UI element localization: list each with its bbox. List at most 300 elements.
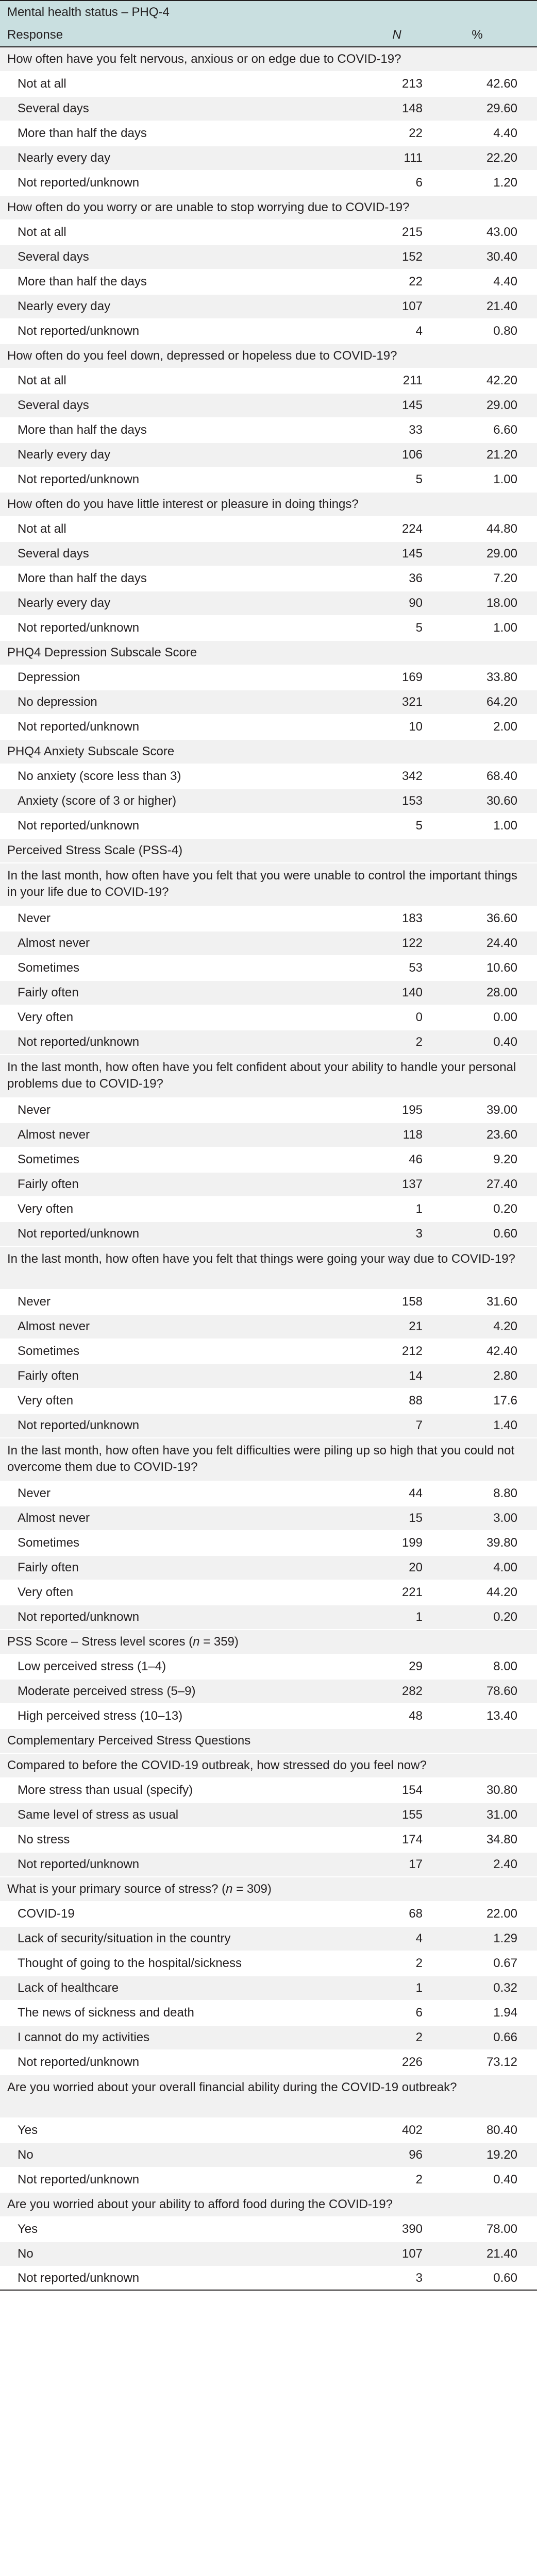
question-text: PHQ4 Anxiety Subscale Score — [7, 744, 175, 758]
response-label: Not reported/unknown — [18, 1610, 140, 1624]
table-row — [0, 1315, 537, 1338]
count-cell: 3 — [415, 2271, 423, 2285]
count-cell: 2 — [415, 2173, 423, 2187]
table-row — [0, 2217, 537, 2241]
count-cell: 199 — [401, 1536, 423, 1550]
count-cell: 155 — [401, 1808, 423, 1822]
table-row — [0, 295, 537, 318]
response-label: Low perceived stress (1–4) — [18, 1659, 166, 1673]
question-text: How often do you worry or are unable to stop worrying due to COVID-19? — [7, 200, 410, 214]
question-text: Are you worried about your ability to afford food during the COVID-19? — [7, 2197, 393, 2211]
count-cell: 22 — [409, 126, 423, 140]
count-cell: 15 — [409, 1511, 423, 1525]
percent-cell: 39.00 — [486, 1103, 517, 1117]
response-label: Almost never — [18, 1319, 90, 1333]
question-row — [0, 2075, 537, 2117]
response-label: Almost never — [18, 936, 90, 950]
table-row — [0, 1803, 537, 1827]
response-label: Not reported/unknown — [18, 1227, 140, 1241]
count-cell: 282 — [401, 1684, 423, 1698]
table-row — [0, 2026, 537, 2049]
response-label: Nearly every day — [18, 151, 111, 165]
percent-cell: 1.94 — [493, 2006, 517, 2020]
percent-cell: 3.00 — [493, 1511, 517, 1525]
percent-cell: 42.60 — [486, 77, 517, 91]
question-row — [0, 196, 537, 219]
count-cell: 29 — [409, 1659, 423, 1673]
percent-cell: 1.00 — [493, 621, 517, 635]
count-cell: 226 — [401, 2055, 423, 2069]
percent-cell: 21.20 — [486, 448, 517, 462]
percent-cell: 34.80 — [486, 1833, 517, 1846]
table-row — [0, 1680, 537, 1703]
count-cell: 212 — [401, 1344, 423, 1358]
count-cell: 195 — [401, 1103, 423, 1117]
percent-cell: 0.20 — [493, 1202, 517, 1216]
table-row — [0, 443, 537, 467]
count-cell: 2 — [415, 1035, 423, 1049]
table-row — [0, 690, 537, 714]
table-row — [0, 319, 537, 343]
percent-cell: 17.6 — [493, 1394, 517, 1408]
table-row — [0, 171, 537, 195]
percent-cell: 21.40 — [486, 299, 517, 313]
response-label: Not reported/unknown — [18, 1035, 140, 1049]
percent-cell: 0.60 — [493, 1227, 517, 1241]
response-label: Fairly often — [18, 1561, 79, 1574]
count-cell: 1 — [415, 1610, 423, 1624]
response-label: Anxiety (score of 3 or higher) — [18, 794, 177, 808]
count-cell: 215 — [401, 225, 423, 239]
table-row — [0, 715, 537, 739]
question-text: What is your primary source of stress? (n = 309) — [7, 1882, 272, 1896]
count-cell: 211 — [402, 374, 423, 387]
table-row — [0, 517, 537, 541]
table-row — [0, 468, 537, 492]
response-label: Never — [18, 1486, 51, 1500]
question-text: Complementary Perceived Stress Questions — [7, 1734, 251, 1748]
percent-cell: 24.40 — [486, 936, 517, 950]
percent-cell: 29.60 — [486, 101, 517, 115]
table-row — [0, 765, 537, 788]
table-row — [0, 1704, 537, 1728]
table-row — [0, 1148, 537, 1172]
count-cell: 221 — [401, 1585, 423, 1599]
question-text: Perceived Stress Scale (PSS-4) — [7, 843, 183, 857]
count-cell: 48 — [409, 1709, 423, 1723]
question-row — [0, 1877, 537, 1901]
response-label: The news of sickness and death — [18, 2006, 194, 2020]
count-cell: 2 — [415, 1956, 423, 1970]
response-label: Not reported/unknown — [18, 472, 140, 486]
question-text: Compared to before the COVID-19 outbreak, how stressed do you feel now? — [7, 1758, 427, 1772]
count-cell: 5 — [415, 472, 423, 486]
table-row — [0, 418, 537, 442]
response-label: No — [18, 2247, 33, 2261]
count-cell: 107 — [401, 299, 423, 313]
response-label: Sometimes — [18, 961, 80, 975]
percent-cell: 44.20 — [486, 1585, 517, 1599]
count-cell: 6 — [415, 176, 423, 190]
percent-cell: 4.40 — [493, 275, 517, 289]
response-label: No depression — [18, 695, 97, 709]
table-row — [0, 146, 537, 170]
percent-cell: 33.80 — [486, 670, 517, 684]
count-cell: 6 — [415, 2006, 423, 2020]
response-label: More than half the days — [18, 126, 147, 140]
count-cell: 14 — [409, 1369, 423, 1383]
table-row — [0, 1506, 537, 1530]
response-label: Never — [18, 1103, 51, 1117]
percent-cell: 0.32 — [493, 1981, 517, 1995]
response-label: Several days — [18, 101, 89, 115]
table-row — [0, 1655, 537, 1679]
response-label: Not reported/unknown — [18, 1857, 140, 1871]
count-cell: 46 — [409, 1153, 423, 1166]
question-text: PHQ4 Depression Subscale Score — [7, 646, 197, 659]
table-row — [0, 616, 537, 640]
response-label: Not reported/unknown — [18, 819, 140, 833]
count-cell: 17 — [409, 1857, 423, 1871]
table-row — [0, 907, 537, 930]
question-text: How often do you feel down, depressed or hopeless due to COVID-19? — [7, 349, 397, 363]
question-row — [0, 1630, 537, 1654]
response-label: Fairly often — [18, 986, 79, 999]
table-row — [0, 814, 537, 838]
response-label: More than half the days — [18, 571, 147, 585]
table-row — [0, 1364, 537, 1388]
percent-cell: 29.00 — [486, 398, 517, 412]
response-label: Sometimes — [18, 1153, 80, 1166]
table-row — [0, 1340, 537, 1363]
response-label: Not at all — [18, 374, 66, 387]
table-row — [0, 789, 537, 813]
table-row — [0, 97, 537, 121]
table-row — [0, 2001, 537, 2025]
question-text: How often have you felt nervous, anxious or on edge due to COVID-19? — [7, 52, 401, 66]
percent-cell: 27.40 — [486, 1177, 517, 1191]
response-label: High perceived stress (10–13) — [18, 1709, 183, 1723]
table-row — [0, 931, 537, 955]
response-label: More than half the days — [18, 423, 147, 437]
percent-cell: 18.00 — [486, 596, 517, 610]
response-label: No — [18, 2148, 33, 2162]
table-row — [0, 2143, 537, 2167]
count-cell: 174 — [401, 1833, 423, 1846]
percent-cell: 73.12 — [486, 2055, 517, 2069]
question-text: In the last month, how often have you felt that things were going your way due to COVID-19? — [7, 1252, 515, 1266]
response-label: Not at all — [18, 522, 66, 536]
count-cell: 10 — [409, 720, 423, 734]
table-row — [0, 591, 537, 615]
percent-cell: 29.00 — [486, 547, 517, 561]
count-cell: 152 — [401, 250, 423, 264]
count-cell: 140 — [401, 986, 423, 999]
percent-cell: 6.60 — [493, 423, 517, 437]
response-label: Very often — [18, 1394, 74, 1408]
percent-cell: 31.60 — [486, 1295, 517, 1309]
response-label: Never — [18, 911, 51, 925]
table-row — [0, 1197, 537, 1221]
percent-cell: 4.40 — [493, 126, 517, 140]
column-header-response: Response — [7, 28, 63, 42]
response-label: More than half the days — [18, 275, 147, 289]
question-text: In the last month, how often have you felt that you were unable to control the important things in your life due to COVID-19? — [7, 869, 517, 899]
count-cell: 321 — [401, 695, 423, 709]
response-label: Nearly every day — [18, 299, 111, 313]
question-row — [0, 1438, 537, 1481]
response-label: Never — [18, 1295, 51, 1309]
response-label: Sometimes — [18, 1344, 80, 1358]
response-label: Not reported/unknown — [18, 324, 140, 338]
percent-cell: 23.60 — [486, 1128, 517, 1142]
question-text: In the last month, how often have you felt difficulties were piling up so high that you could not overcome them due to COVID-19? — [7, 1444, 515, 1474]
question-text: Are you worried about your overall financial ability during the COVID-19 outbreak? — [7, 2080, 457, 2094]
table-row — [0, 2119, 537, 2142]
percent-cell: 42.40 — [486, 1344, 517, 1358]
response-label: Lack of security/situation in the country — [18, 1931, 231, 1945]
table-row — [0, 369, 537, 393]
percent-cell: 21.40 — [486, 2247, 517, 2261]
table-row — [0, 1902, 537, 1926]
response-label: I cannot do my activities — [18, 2030, 150, 2044]
response-label: Very often — [18, 1010, 74, 1024]
percent-cell: 30.60 — [486, 794, 517, 808]
question-text: PSS Score – Stress level scores (n = 359) — [7, 1635, 239, 1649]
table-row — [0, 1581, 537, 1604]
count-cell: 145 — [401, 398, 423, 412]
count-cell: 1 — [415, 1202, 423, 1216]
question-row — [0, 740, 537, 764]
percent-cell: 1.20 — [493, 176, 517, 190]
count-cell: 169 — [401, 670, 423, 684]
percent-cell: 0.40 — [493, 2173, 517, 2187]
percent-cell: 13.40 — [486, 1709, 517, 1723]
response-label: Not at all — [18, 225, 66, 239]
count-cell: 44 — [409, 1486, 423, 1500]
table-row — [0, 1389, 537, 1413]
count-cell: 2 — [415, 2030, 423, 2044]
percent-cell: 64.20 — [486, 695, 517, 709]
question-row — [0, 1055, 537, 1097]
question-row — [0, 344, 537, 368]
table-row — [0, 245, 537, 269]
count-cell: 4 — [415, 324, 423, 338]
table-row — [0, 1952, 537, 1975]
table-row — [0, 122, 537, 145]
question-row — [0, 1729, 537, 1753]
table-row — [0, 1414, 537, 1437]
percent-cell: 0.20 — [493, 1610, 517, 1624]
percent-cell: 10.60 — [486, 961, 517, 975]
question-row — [0, 47, 537, 71]
table-title-row — [0, 0, 537, 24]
question-text: How often do you have little interest or pleasure in doing things? — [7, 497, 359, 511]
table-row — [0, 1605, 537, 1629]
count-cell: 402 — [401, 2123, 423, 2137]
response-label: COVID-19 — [18, 1907, 75, 1921]
table-row — [0, 394, 537, 417]
table-row — [0, 1853, 537, 1876]
percent-cell: 39.80 — [486, 1536, 517, 1550]
count-cell: 213 — [401, 77, 423, 91]
count-cell: 183 — [401, 911, 423, 925]
count-cell: 148 — [401, 101, 423, 115]
response-label: Not reported/unknown — [18, 720, 140, 734]
table-row — [0, 221, 537, 244]
count-cell: 7 — [415, 1418, 423, 1432]
response-label: Almost never — [18, 1511, 90, 1525]
percent-cell: 36.60 — [486, 911, 517, 925]
percent-cell: 0.80 — [493, 324, 517, 338]
percent-cell: 0.66 — [493, 2030, 517, 2044]
table-row — [0, 1290, 537, 1314]
count-cell: 5 — [415, 621, 423, 635]
table-row — [0, 1123, 537, 1147]
percent-cell: 8.80 — [493, 1486, 517, 1500]
percent-cell: 0.00 — [493, 1010, 517, 1024]
count-cell: 107 — [401, 2247, 423, 2261]
percent-cell: 1.29 — [493, 1931, 517, 1945]
column-header-percent: % — [472, 28, 483, 42]
percent-cell: 0.60 — [493, 2271, 517, 2285]
count-cell: 154 — [401, 1783, 423, 1797]
question-row — [0, 863, 537, 906]
percent-cell: 31.00 — [486, 1808, 517, 1822]
question-row — [0, 493, 537, 516]
response-label: Sometimes — [18, 1536, 80, 1550]
count-cell: 4 — [415, 1931, 423, 1945]
percent-cell: 2.00 — [493, 720, 517, 734]
response-label: Not reported/unknown — [18, 2055, 140, 2069]
table-row — [0, 1828, 537, 1852]
table-row — [0, 666, 537, 689]
percent-cell: 68.40 — [486, 769, 517, 783]
count-cell: 390 — [401, 2222, 423, 2236]
count-cell: 96 — [409, 2148, 423, 2162]
table-row — [0, 542, 537, 566]
table-row — [0, 2267, 537, 2291]
response-label: Nearly every day — [18, 448, 111, 462]
table-row — [0, 2050, 537, 2074]
table-row — [0, 956, 537, 980]
response-label: Yes — [18, 2222, 38, 2236]
table-row — [0, 1556, 537, 1580]
table-row — [0, 1222, 537, 1246]
table-row — [0, 981, 537, 1005]
count-cell: 145 — [401, 547, 423, 561]
percent-cell: 44.80 — [486, 522, 517, 536]
response-label: Thought of going to the hospital/sickness — [18, 1956, 242, 1970]
count-cell: 153 — [401, 794, 423, 808]
count-cell: 1 — [415, 1981, 423, 1995]
percent-cell: 2.80 — [493, 1369, 517, 1383]
percent-cell: 8.00 — [493, 1659, 517, 1673]
table-row — [0, 1030, 537, 1054]
table-row — [0, 1531, 537, 1555]
column-header-n: N — [392, 28, 401, 42]
response-label: Several days — [18, 250, 89, 264]
response-label: No stress — [18, 1833, 70, 1846]
response-label: Yes — [18, 2123, 38, 2137]
response-label: Almost never — [18, 1128, 90, 1142]
count-cell: 21 — [409, 1319, 423, 1333]
response-label: Several days — [18, 547, 89, 561]
percent-cell: 2.40 — [493, 1857, 517, 1871]
count-cell: 22 — [409, 275, 423, 289]
response-label: No anxiety (score less than 3) — [18, 769, 181, 783]
table-row — [0, 567, 537, 590]
response-label: Very often — [18, 1585, 74, 1599]
response-label: Depression — [18, 670, 80, 684]
percent-cell: 80.40 — [486, 2123, 517, 2137]
percent-cell: 42.20 — [486, 374, 517, 387]
response-label: Very often — [18, 1202, 74, 1216]
table-row — [0, 1976, 537, 2000]
percent-cell: 1.00 — [493, 819, 517, 833]
response-label: Same level of stress as usual — [18, 1808, 179, 1822]
question-row — [0, 2193, 537, 2216]
percent-cell: 28.00 — [486, 986, 517, 999]
table-row — [0, 1482, 537, 1505]
percent-cell: 9.20 — [493, 1153, 517, 1166]
response-label: Moderate perceived stress (5–9) — [18, 1684, 196, 1698]
table-header-row — [0, 24, 537, 47]
percent-cell: 0.40 — [493, 1035, 517, 1049]
count-cell: 53 — [409, 961, 423, 975]
response-label: Not at all — [18, 77, 66, 91]
table-title: Mental health status – PHQ-4 — [7, 5, 170, 19]
response-label: Lack of healthcare — [18, 1981, 119, 1995]
table-row — [0, 1927, 537, 1951]
count-cell: 118 — [402, 1128, 423, 1142]
count-cell: 36 — [409, 571, 423, 585]
count-cell: 90 — [409, 596, 423, 610]
question-row — [0, 641, 537, 665]
count-cell: 122 — [401, 936, 423, 950]
percent-cell: 22.20 — [486, 151, 517, 165]
response-label: Nearly every day — [18, 596, 111, 610]
percent-cell: 1.40 — [493, 1418, 517, 1432]
count-cell: 106 — [401, 448, 423, 462]
table-row — [0, 1098, 537, 1122]
count-cell: 33 — [409, 423, 423, 437]
count-cell: 20 — [409, 1561, 423, 1574]
response-label: Several days — [18, 398, 89, 412]
percent-cell: 30.80 — [486, 1783, 517, 1797]
question-row — [0, 839, 537, 862]
table-row — [0, 1173, 537, 1196]
count-cell: 158 — [401, 1295, 423, 1309]
percent-cell: 78.00 — [486, 2222, 517, 2236]
percent-cell: 4.20 — [493, 1319, 517, 1333]
response-label: More stress than usual (specify) — [18, 1783, 193, 1797]
row-divider — [0, 2291, 537, 2292]
question-row — [0, 1754, 537, 1777]
table-row — [0, 2242, 537, 2266]
question-text: In the last month, how often have you felt confident about your ability to handle your personal problems due to COVID-19? — [7, 1060, 516, 1091]
question-row — [0, 1247, 537, 1289]
table-row — [0, 270, 537, 294]
percent-cell: 78.60 — [486, 1684, 517, 1698]
count-cell: 68 — [409, 1907, 423, 1921]
response-label: Fairly often — [18, 1369, 79, 1383]
percent-cell: 0.67 — [493, 1956, 517, 1970]
count-cell: 342 — [401, 769, 423, 783]
response-label: Not reported/unknown — [18, 2271, 140, 2285]
count-cell: 3 — [415, 1227, 423, 1241]
table-row — [0, 2168, 537, 2192]
